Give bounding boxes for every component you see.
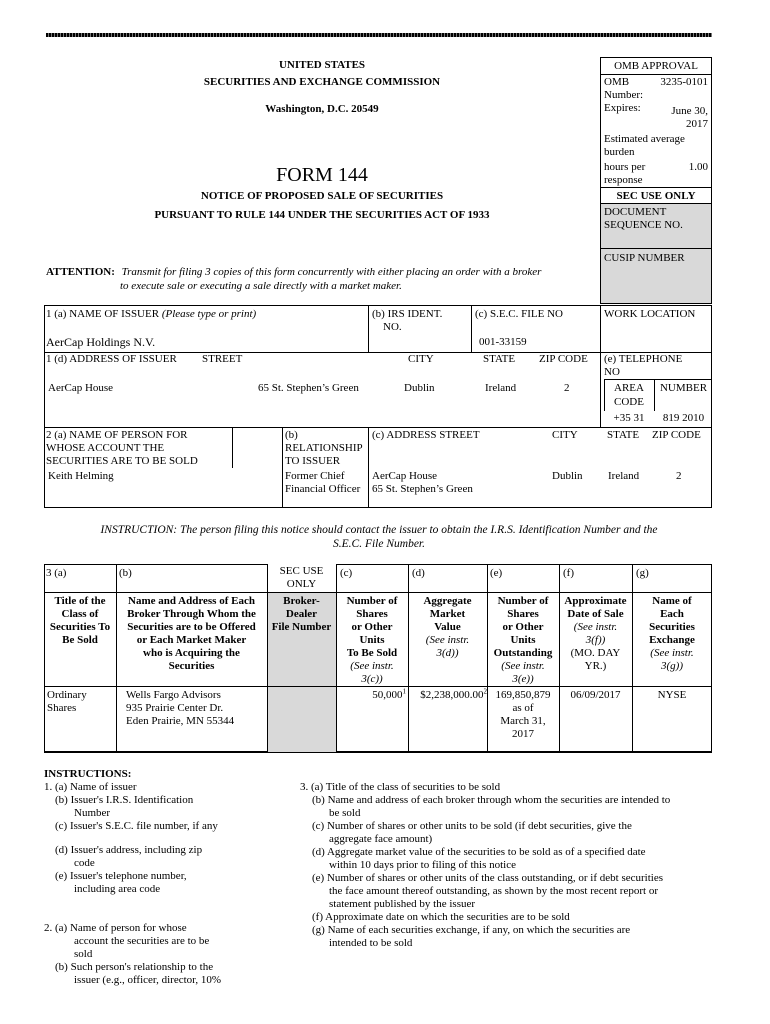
header-market-value: Aggregate Market Value (See instr. 3(d)) bbox=[423, 595, 472, 659]
row-sale-date: 06/09/2017 bbox=[570, 689, 621, 701]
city-label: CITY bbox=[408, 353, 434, 365]
attention-text-1: Transmit for filing 3 copies of this form concurrently with either placing an order with a broker bbox=[121, 266, 542, 278]
phone-number: 819 2010 bbox=[662, 412, 705, 424]
attention-label: ATTENTION: bbox=[46, 266, 115, 278]
issuer-city: Dublin bbox=[404, 382, 435, 394]
omb-hours-b: response bbox=[604, 174, 643, 186]
col-b-label: (b) bbox=[119, 567, 132, 579]
relationship-label-c: TO ISSUER bbox=[285, 455, 341, 467]
telephone-label-a: (e) TELEPHONE bbox=[604, 353, 683, 365]
omb-title: OMB APPROVAL bbox=[601, 58, 711, 75]
issuer-name: AerCap Holdings N.V. bbox=[46, 335, 156, 349]
sec-use-label-b: ONLY bbox=[286, 578, 317, 590]
person-address-label: (c) ADDRESS STREET bbox=[372, 429, 480, 441]
header-exchange: Name of Each Securities Exchange (See instr. 3(g)) bbox=[649, 595, 695, 672]
header-units: Number of Shares or Other Units To Be Sold (See instr. 3(c)) bbox=[346, 595, 398, 685]
zip-label: ZIP CODE bbox=[539, 353, 588, 365]
col-c-label: (c) bbox=[340, 567, 353, 579]
header-city: Washington, D.C. 20549 bbox=[265, 103, 379, 115]
work-location-label: WORK LOCATION bbox=[604, 308, 696, 320]
instruction-note-1: INSTRUCTION: The person filing this notice should contact the issuer to obtain the I.R.S. Identification Number and the bbox=[100, 524, 658, 536]
col-a-label: 3 (a) bbox=[46, 567, 67, 579]
person-label-c: SECURITIES ARE TO BE SOLD bbox=[46, 455, 198, 467]
header-outstanding: Number of Shares or Other Units Outstanding (See instr. 3(e)) bbox=[493, 595, 553, 685]
omb-burden-a: Estimated average bbox=[604, 133, 685, 145]
header-country: UNITED STATES bbox=[278, 59, 366, 71]
person-name: Keith Helming bbox=[48, 470, 114, 482]
phone-number-label: NUMBER bbox=[659, 382, 708, 394]
notice-line-1: NOTICE OF PROPOSED SALE OF SECURITIES bbox=[200, 190, 444, 202]
sec-file-no: 001-33159 bbox=[479, 336, 527, 348]
issuer-address-name: AerCap House bbox=[48, 382, 114, 394]
person-address-a: AerCap House bbox=[372, 470, 438, 482]
attention-text-2: to execute sale or executing a sale directly with a market maker. bbox=[120, 280, 402, 292]
issuer-name-label: 1 (a) NAME OF ISSUER (Please type or print) bbox=[46, 308, 257, 320]
doc-seq-label-b: SEQUENCE NO. bbox=[604, 219, 683, 231]
row-market-value: $2,238,000.00$^2$ bbox=[420, 687, 487, 701]
instructions-left: 1. (a) Name of issuer (b) Issuer's I.R.S. Identification Number (c) Issuer's S.E.C. file number, if any (d) Issuer's address, including zip code (e) Issuer's telephone number, including area code 2. (a) Name of person for whose account the securities are to be sold (b) Such person's relationship to the issuer (e.g., officer, director, 10% bbox=[44, 781, 222, 986]
phone-box bbox=[604, 379, 712, 427]
irs-label-b: NO. bbox=[383, 321, 402, 333]
street-label: STREET bbox=[202, 353, 243, 365]
form-title: FORM 144 bbox=[276, 164, 368, 186]
issuer-state: Ireland bbox=[485, 382, 517, 394]
row-broker: Wells Fargo Advisors 935 Prairie Center Dr. Eden Prairie, MN 55344 bbox=[126, 689, 235, 727]
omb-number: 3235-0101 bbox=[660, 76, 708, 88]
omb-expires-year: 2017 bbox=[686, 118, 708, 130]
header-agency: SECURITIES AND EXCHANGE COMMISSION bbox=[203, 76, 441, 88]
issuer-zip: 2 bbox=[564, 382, 570, 394]
irs-label-a: (b) IRS IDENT. bbox=[372, 308, 443, 320]
area-code-label-a: AREA bbox=[614, 382, 644, 394]
area-code: +35 31 bbox=[613, 412, 645, 424]
row-units: 50,000$^1$ bbox=[372, 687, 406, 701]
telephone-label-b: NO bbox=[604, 366, 620, 378]
instruction-note-2: S.E.C. File Number. bbox=[333, 538, 425, 550]
person-state-label: STATE bbox=[607, 429, 640, 441]
area-code-label-b: CODE bbox=[614, 396, 644, 408]
notice-line-2: PURSUANT TO RULE 144 UNDER THE SECURITIES ACT OF 1933 bbox=[154, 209, 490, 221]
omb-hours-value: 1.00 bbox=[688, 161, 708, 173]
col-g-label: (g) bbox=[636, 567, 649, 579]
person-city: Dublin bbox=[552, 470, 583, 482]
relationship-label-a: (b) bbox=[285, 429, 298, 441]
person-label-b: WHOSE ACCOUNT THE bbox=[46, 442, 165, 454]
omb-burden-b: burden bbox=[604, 146, 635, 158]
person-city-label: CITY bbox=[552, 429, 578, 441]
instructions-title: INSTRUCTIONS: bbox=[44, 768, 132, 780]
col-f-label: (f) bbox=[563, 567, 574, 579]
relationship-label-b: RELATIONSHIP bbox=[285, 442, 363, 454]
header-sale-date: Approximate Date of Sale (See instr. 3(f)) (MO. DAY YR.) bbox=[564, 595, 627, 672]
omb-box bbox=[600, 57, 712, 304]
relationship-value-b: Financial Officer bbox=[285, 483, 361, 495]
sec-use-only: SEC USE ONLY bbox=[601, 187, 711, 204]
omb-expires-label: Expires: bbox=[604, 102, 641, 114]
person-address-b: 65 St. Stephen’s Green bbox=[372, 483, 473, 495]
header-broker-dealer: Broker- Dealer File Number bbox=[271, 595, 332, 633]
omb-expires-date: June 30, bbox=[671, 105, 708, 117]
person-state: Ireland bbox=[608, 470, 640, 482]
omb-number-label-b: Number: bbox=[604, 89, 644, 101]
relationship-value-a: Former Chief bbox=[285, 470, 345, 482]
sec-use-label-a: SEC USE bbox=[279, 565, 324, 577]
person-label-a: 2 (a) NAME OF PERSON FOR bbox=[46, 429, 188, 441]
header-broker: Name and Address of Each Broker Through Whom the Securities are to be Offered or Each Market Maker who is Acquiring the Securities bbox=[127, 595, 256, 672]
instructions-right: 3. (a) Title of the class of securities to be sold (b) Name and address of each broker through whom the securities are intended to be sold (c) Number of shares or other units to be sold (if debt securities, give the aggregate face amount) (d) Aggregate market value of the securities to be sold as of a specified date within 10 days prior to filing of this notice (e) Number of shares or other units of the class outstanding, or if debt securities the face amount thereof outstanding, as shown by the most recent report or statement published by the issuer (f) Approximate date on which the securities are to be sold (g) Name of each securities exchange, if any, on which the securities are intended to be sold bbox=[300, 781, 671, 949]
omb-number-label-a: OMB bbox=[604, 76, 630, 88]
col-e-label: (e) bbox=[490, 567, 503, 579]
person-zip-label: ZIP CODE bbox=[652, 429, 701, 441]
row-class: Ordinary Shares bbox=[47, 689, 87, 714]
document-sequence-box bbox=[601, 204, 711, 249]
sec-file-label: (c) S.E.C. FILE NO bbox=[475, 308, 563, 320]
top-rule bbox=[46, 33, 712, 37]
omb-hours-a: hours per bbox=[604, 161, 646, 173]
col-d-label: (d) bbox=[412, 567, 425, 579]
issuer-address-label: 1 (d) ADDRESS OF ISSUER bbox=[46, 353, 177, 365]
issuer-street: 65 St. Stephen’s Green bbox=[258, 382, 359, 394]
row-exchange: NYSE bbox=[657, 689, 687, 701]
doc-seq-label-a: DOCUMENT bbox=[604, 206, 667, 218]
row-outstanding: 169,850,879 as of March 31, 2017 bbox=[495, 689, 551, 740]
header-class: Title of the Class of Securities To Be Sold bbox=[49, 595, 111, 646]
cusip-label: CUSIP NUMBER bbox=[604, 252, 685, 264]
person-zip: 2 bbox=[676, 470, 682, 482]
cusip-box bbox=[601, 249, 711, 303]
state-label: STATE bbox=[483, 353, 516, 365]
attention-block bbox=[46, 266, 606, 279]
